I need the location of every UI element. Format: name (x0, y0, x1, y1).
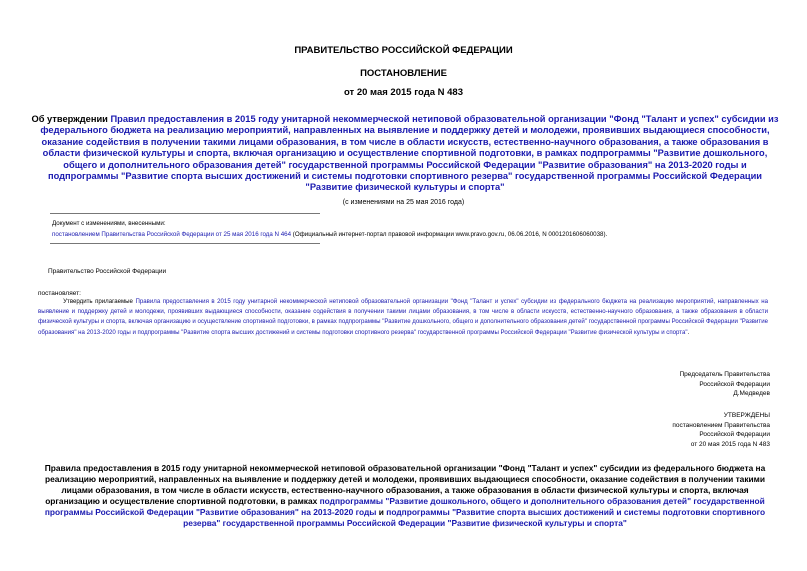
divider-bottom (50, 243, 320, 244)
changes-source: (Официальный интернет-портал правовой информации www.pravo.gov.ru, 06.06.2016, N 0001201606060038). (291, 231, 608, 238)
rules-mid: и (376, 507, 387, 518)
body-government: Правительство Российской Федерации (48, 268, 167, 275)
approved-line2: постановлением Правительства (672, 421, 770, 429)
changes-block (52, 218, 772, 240)
approve-suffix: . (687, 328, 690, 336)
rules-link-1[interactable]: подпрограммы "Развитие дошкольного, общего и дополнительного образования детей" государственной программы Российской Федерации "Развитие образования" на 2013-2020 годы (44, 496, 765, 518)
approved-line3: Российской Федерации (699, 431, 770, 438)
approved-line4: от 20 мая 2015 года N 483 (690, 440, 770, 448)
changes-line (52, 229, 772, 240)
header-doc-type: ПОСТАНОВЛЕНИЕ (360, 68, 447, 79)
signature-block (560, 370, 770, 399)
title-prefix: Об утверждении (31, 114, 111, 124)
header-government: ПРАВИТЕЛЬСТВО РОССИЙСКОЙ ФЕДЕРАЦИИ (294, 45, 513, 56)
changes-link[interactable]: постановлением Правительства Российской Федерации от 25 мая 2016 года N 464 (52, 231, 292, 238)
header-date-number: от 20 мая 2015 года N 483 (343, 87, 464, 98)
body-decides: постановляет: (38, 290, 81, 297)
document-title (30, 114, 780, 194)
approve-link[interactable]: Правила предоставления в 2015 году унитарной некоммерческой нетиповой образовательной организации "Фонд "Талант и успех" субсидии из федерального бюджета на реализацию мероприятий, направленных на выявление и поддержку детей и молодежи, проявивших выдающиеся способности, оказание содействия в получении такими лицами образования, в том числе в области искусств, естественно-научного образования, а также образования в области физической культуры и спорта, включая организацию и осуществление спортивной подготовки, в рамках подпрограммы "Развитие дошкольного, общего и дополнительного образования детей" государственной программы Российской Федерации "Развитие образования" на 2013-2020 годы и подпрограммы "Развитие спорта высших достижений и системы подготовки спортивного резерва" государственной программы Российской Федерации "Развитие физической культуры и спорта" (38, 298, 768, 336)
amendment-note: (с изменениями на 25 мая 2016 года) (342, 199, 465, 206)
signature-line2: Российской Федерации (699, 380, 770, 388)
approve-prefix: Утвердить прилагаемые (63, 298, 136, 305)
changes-heading: Документ с изменениями, внесенными: (52, 220, 166, 227)
rules-prefix: Правила предоставления в 2015 году унитарной некоммерческой нетиповой образовательной организации "Фонд "Талант и успех" субсидии из федерального бюджета на реализацию мероприятий, направленных на выявление и поддержку детей и молодежи, проявивших выдающиеся способности, оказание содействия в получении такими лицами образования, в том числе в области искусств, естественно-научного образования, а также образования в области физической культуры и спорта, включая организацию и осуществление спортивной подготовки, в рамках (44, 463, 766, 507)
divider-top (50, 213, 320, 214)
signature-line3: Д.Медведев (733, 390, 770, 397)
rules-title (35, 463, 775, 530)
approve-paragraph (38, 297, 768, 338)
approved-line1: УТВЕРЖДЕНЫ (723, 412, 770, 419)
signature-line1: Председатель Правительства (679, 371, 770, 378)
rules-link-2[interactable]: подпрограммы "Развитие спорта высших достижений и системы подготовки спортивного резерва" государственной программы Российской Федерации "Развитие физической культуры и спорта" (183, 507, 766, 529)
approved-block (560, 411, 770, 449)
title-link[interactable]: Правил предоставления в 2015 году унитарной некоммерческой нетиповой образовательной организации "Фонд "Талант и успех" субсидии из федерального бюджета на реализацию мероприятий, направленных на выявление и поддержку детей и молодежи, проявивших выдающиеся способности, оказание содействия в получении такими лицами образования, в том числе в области искусств, естественно-научного образования, а также образования в области физической культуры и спорта, включая организацию и осуществление спортивной подготовки, в рамках подпрограммы "Развитие дошкольного, общего и дополнительного образования детей" государственной программы Российской Федерации "Развитие образования" на 2013-2020 годы и подпрограммы "Развитие спорта высших достижений и системы подготовки спортивного резерва" государственной программы Российской Федерации "Развитие физической культуры и спорта" (40, 114, 779, 193)
